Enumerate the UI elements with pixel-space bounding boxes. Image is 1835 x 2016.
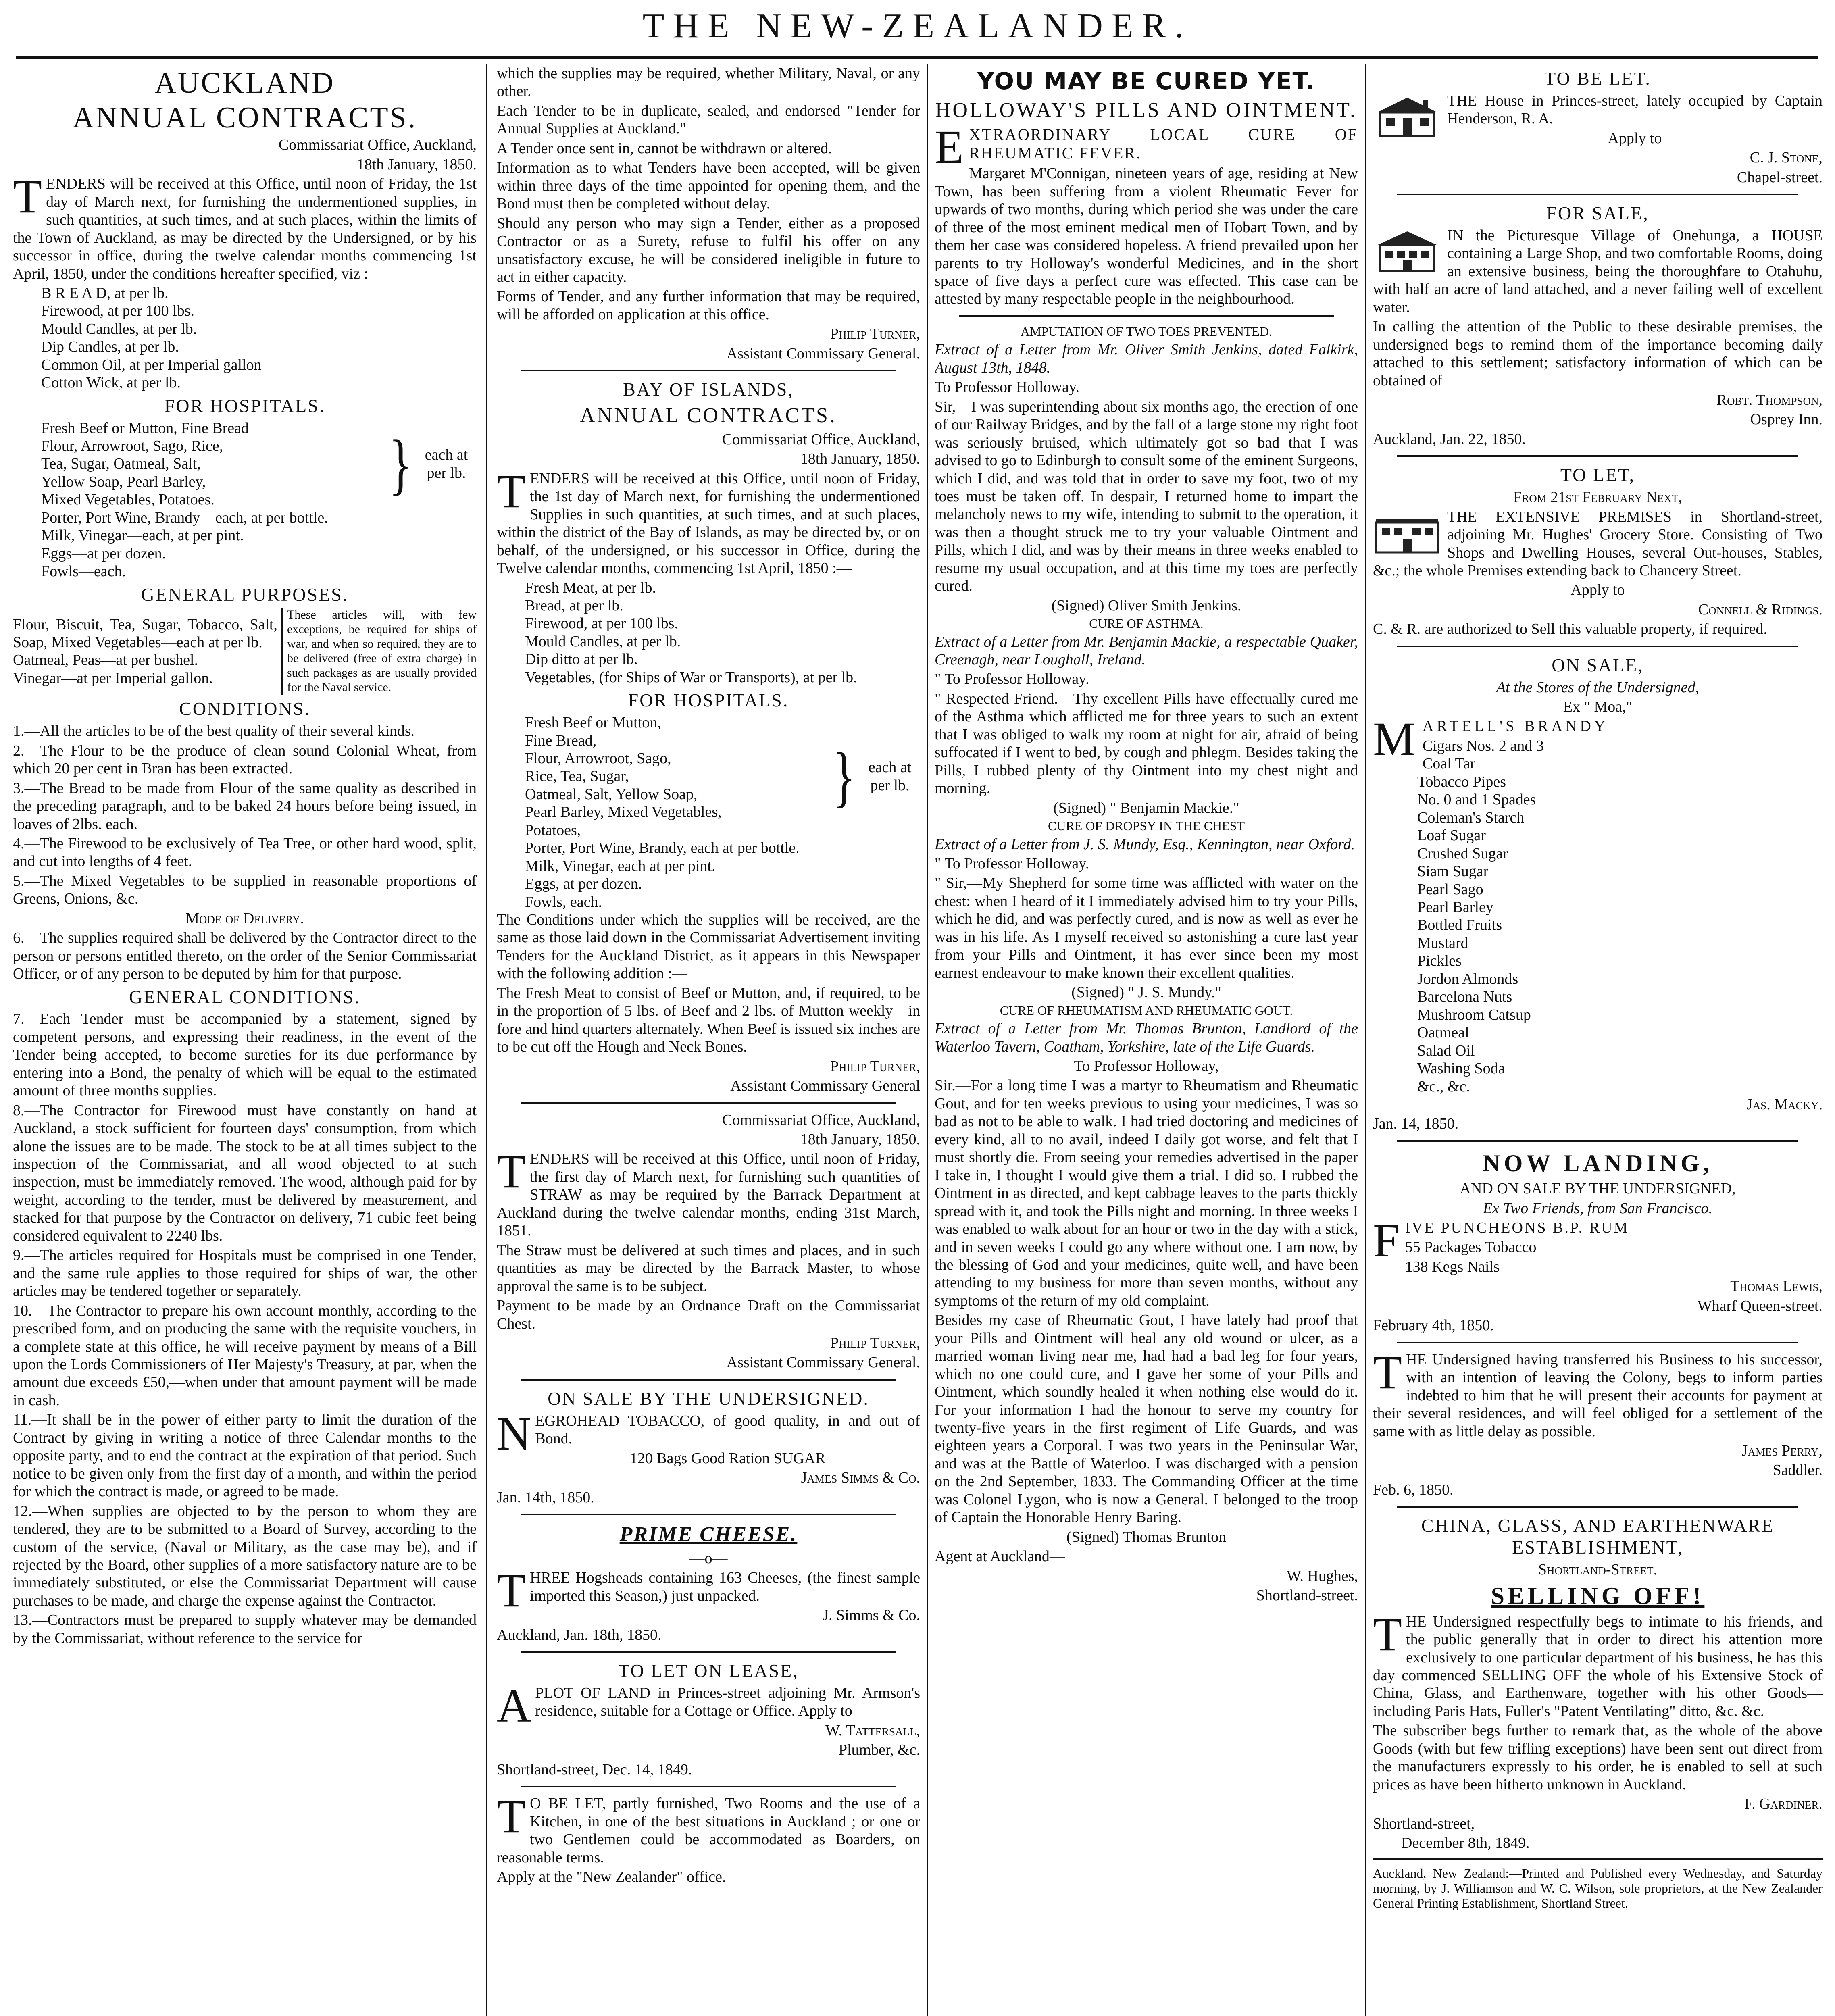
subheading-mode: Mode of Delivery. (185, 910, 304, 927)
heading-on-sale: ON SALE BY THE UNDERSIGNED. (548, 1388, 869, 1409)
heading-on-sale: ON SALE, (1552, 654, 1644, 675)
divider (1373, 1858, 1823, 1860)
list-item: Fresh Meat, at per lb. (525, 579, 656, 596)
divider (1397, 455, 1798, 457)
signature: James Perry, (1741, 1442, 1823, 1459)
divider (1397, 1342, 1798, 1343)
list-item: Salad Oil (1417, 1042, 1475, 1059)
house-icon (1373, 510, 1441, 555)
subheading: AND ON SALE BY THE UNDERSIGNED, (1460, 1180, 1736, 1198)
date: Shortland-street, Dec. 14, 1849. (497, 1761, 692, 1778)
heading-now-landing: NOW LANDING, (1483, 1150, 1713, 1177)
list-item: Fresh Beef or Mutton, Fine Bread (41, 419, 249, 437)
goods-list (1373, 737, 1823, 1095)
supply-list (497, 579, 920, 687)
signature: W. Tattersall, (825, 1722, 920, 1739)
paragraph: NEGROHEAD TOBACCO, of good quality, in and out of Bond. (497, 1407, 920, 1460)
list-item: Jordon Almonds (1417, 970, 1518, 987)
list-item: Porter, Port Wine, Brandy, each at per bottle. (525, 839, 800, 857)
heading-bay-of-islands: BAY OF ISLANDS, (623, 379, 794, 400)
paragraph: THE House in Princes-street, lately occupied by Captain Henderson, R. A. (1447, 92, 1823, 127)
dateline: Commissariat Office, Auckland, (278, 136, 477, 154)
paragraph: THE Undersigned having transferred his Business to his successor, with an intention of leaving the Colony, begs to inform parties indebted to him that he will present their accounts for payment at their several residences, and will feel obliged for a settlement of the same with as little delay as possible. (1373, 1345, 1823, 1440)
signature: (Signed) Oliver Smith Jenkins. (1051, 597, 1241, 614)
list-item: Flour, Arrowroot, Sago, Rice, (41, 437, 223, 454)
list-item: Potatoes, (525, 821, 581, 839)
paragraph: Margaret M'Connigan, nineteen years of age, residing at New Town, has been suffering from a violent Rheumatic Fever for upwards of two months, during which period she was under the care of three of the most eminent medical men of Hobart Town, and by them her case was considered hopeless. A friend prevailed upon her parents to try Holloway's wonderful Medicines, and in the short space of five days a perfect cure was effected. This case can be attested by many respectable people in the neighbourhood. (935, 165, 1358, 308)
paragraph: In calling the attention of the Public to these desirable premises, the undersigned begs to remind them of the importance becoming daily attached to this settlement; satisfactory information of which can be obtained of (1373, 318, 1823, 389)
dateline: Commissariat Office, Auckland, (722, 1111, 920, 1129)
list-item: Bread, at per lb. (525, 597, 623, 614)
brace-note: each at per lb. (425, 446, 468, 481)
divider (521, 1651, 896, 1653)
subheading: CURE OF DROPSY IN THE CHEST (1048, 818, 1245, 833)
list-item: Common Oil, at per Imperial gallon (41, 356, 262, 373)
divider (521, 1102, 896, 1104)
paragraph: Should any person who may sign a Tender, either as a proposed Contractor or as a Surety, refuse to fulfil his offer on any unsatisfactory excuse, he will be considered ineligible in future to act in either capacity. (497, 215, 920, 285)
condition: 11.—It shall be in the power of either party to limit the duration of the Contract by giving in writing a notice of three Calendar months to the opposite party, and to end the contract at the expiration of that period. Such notice to be given only from the first day of a month, and within the period for which the contract is made, or agreed to be made. (13, 1411, 477, 1500)
list-item: Tobacco Pipes (1417, 773, 1506, 790)
heading-annual-contracts: ANNUAL CONTRACTS. (72, 101, 417, 134)
signature: (Signed) Thomas Brunton (1066, 1528, 1227, 1545)
printer-imprint: Auckland, New Zealand:—Printed and Published every Wednesday, and Saturday morning, by J. Williamson and W. C. Wilson, sole proprietors, at the New Zealander General Printing Establishment, Shortland Street. (1373, 1866, 1823, 1911)
date: Jan. 14, 1850. (1373, 1115, 1459, 1133)
list-item: Vegetables, (for Ships of War or Transports), at per lb. (525, 669, 857, 686)
list-item: Pearl Barley (1417, 899, 1493, 916)
paragraph: The subscriber begs further to remark that, as the whole of the above Goods (with but few trifling exceptions) have been sent out direct from the manufacturers expressly to his order, he is enabled to sell at such prices as have been hitherto unknown in Auckland. (1373, 1722, 1823, 1793)
signature-title: Plumber, &c. (838, 1741, 920, 1759)
salutation: " To Professor Holloway. (935, 671, 1089, 688)
column-3 (935, 65, 1358, 2016)
salutation: " To Professor Holloway. (935, 855, 1089, 872)
heading-annual-contracts: ANNUAL CONTRACTS. (580, 404, 837, 427)
signature: Jas. Macky. (1746, 1096, 1823, 1113)
signature: C. J. Stone, (1750, 149, 1823, 167)
list-item: Cotton Wick, at per lb. (41, 374, 181, 392)
signature: Philip Turner, (830, 1058, 920, 1075)
list-item: Eggs, at per dozen. (525, 875, 642, 893)
paragraph: C. & R. are authorized to Sell this valuable property, if required. (1373, 621, 1767, 638)
house-icon (1373, 94, 1441, 139)
signature-title: Shortland-street. (1256, 1587, 1358, 1604)
salutation: To Professor Holloway. (935, 379, 1079, 396)
list-item: Mixed Vegetables, Potatoes. (41, 491, 215, 508)
signature: J. Simms & Co. (823, 1607, 920, 1624)
divider (1397, 1506, 1798, 1508)
subheading: Ex " Moa," (1563, 698, 1633, 716)
list-item: Firewood, at per 100 lbs. (41, 302, 194, 320)
column-2 (497, 65, 920, 2016)
paragraph: Sir.—For a long time I was a martyr to Rheumatism and Rheumatic Gout, and for ten weeks previous to using your medicines, I was so bad as not to be able to walk. I had tried doctoring and medicines of every kind, all to no avail, indeed I daily got worse, and felt that I must shortly die. From seeing your remedies advertised in the paper I take in, I thought I would give them a trial. I did so. I rubbed the Ointment in as directed, and kept cabbage leaves to the parts thickly spread with it, and took the Pills night and morning. In three weeks I was enabled to walk about for an hour or two in the day with a stick, and in seven weeks I could go any where without one. I am now, by the blessing of God and your medicines, quite well, and have been attending to my business for more than seven months, without any symptoms of the return of my old complaint. (935, 1077, 1358, 1309)
hospital-list (497, 714, 920, 839)
signature-title: Osprey Inn. (1750, 411, 1823, 428)
subheading: At the Stores of the Undersigned, (1496, 679, 1700, 696)
paragraph: " Respected Friend.—Thy excellent Pills have effectually cured me of the Asthma which afflicted me for three years to such an extent that I was obliged to walk my room at night for air, afraid of being suffocated if I went to bed, by cough and phlegm. Besides taking the Pills, I rubbed plenty of thy Ointment into my chest night and morning. (935, 690, 1358, 797)
list-item: Flour, Arrowroot, Sago, (525, 750, 671, 767)
agent-line: Agent at Auckland— (935, 1548, 1065, 1565)
date: December 8th, 1849. (1401, 1835, 1530, 1852)
ornament: —o— (689, 1549, 728, 1567)
divider (1397, 1140, 1798, 1142)
subheading: AMPUTATION OF TWO TOES PREVENTED. (1020, 324, 1273, 339)
signature: Connell & Ridings. (1698, 601, 1823, 618)
subheading: From 21st February Next, (1513, 489, 1682, 506)
list-item: Barcelona Nuts (1417, 988, 1512, 1006)
list-item: Coleman's Starch (1417, 809, 1525, 826)
paragraph: TO BE LET, partly furnished, Two Rooms and the use of a Kitchen, in one of the best situations in Auckland ; or one or two Gentlemen could be accommodated as Boarders, on reasonable terms. (497, 1790, 920, 1866)
general-purposes-list (13, 608, 477, 695)
list-item: Milk, Vinegar, each at per pint. (525, 857, 716, 875)
paragraph: Each Tender to be in duplicate, sealed, and endorsed "Tender for Annual Supplies at Auckland." (497, 102, 920, 137)
divider (521, 1786, 896, 1787)
heading-prime-cheese: PRIME CHEESE. (619, 1522, 798, 1546)
extract-line: Extract of a Letter from Mr. Benjamin Mackie, a respectable Quaker, Creenagh, near Loughall, Ireland. (935, 633, 1358, 669)
paragraph: The Conditions under which the supplies will be received, are the same as those laid down in the Commissariat Advertisement inviting Tenders for the Auckland District, as it appears in this Newspaper with the following addition :— (497, 911, 920, 982)
heading-hospitals: FOR HOSPITALS. (628, 690, 789, 711)
dateline: 18th January, 1850. (800, 450, 920, 468)
paragraph: The Straw must be delivered at such times and places, and in such quantities as may be directed by the Barrack Master, to whose approval the same is to be subject. (497, 1241, 920, 1295)
paragraph: A Tender once sent in, cannot be withdrawn or altered. (497, 140, 832, 157)
condition: 9.—The articles required for Hospitals must be comprised in one Tender, and the same rule applies to those required for ships of war, the other articles may be tendered together or separately. (13, 1247, 477, 1300)
list-item: Rice, Tea, Sugar, (525, 768, 629, 785)
signature: (Signed) " J. S. Mundy." (1071, 984, 1221, 1001)
subheading: Shortland-Street. (1538, 1561, 1658, 1578)
signature-title: Chapel-street. (1737, 169, 1823, 186)
list-item: Pearl Barley, Mixed Vegetables, (525, 804, 722, 821)
condition: 4.—The Firewood to be exclusively of Tea Tree, or other hard wood, split, and cut into lengths of 4 feet. (13, 835, 477, 870)
list-item: Coal Tar (1422, 755, 1475, 773)
paragraph: Sir,—I was superintending about six months ago, the erection of one of our Railway Bridges, and by the fall of a large stone my right foot was seriously bruised, which ultimately got so bad that I was advised to go to Edinburgh to consult some of the eminent Surgeons, which I did, and was told that in order to save my foot, two of my toes must be taken off. In despair, I returned home to impart the melancholy news to my wife, intending to submit to the operation, it was then a thought struck me to try your valuable Ointment and Pills, which I did, and was by their means in three weeks enabled to resume my usual occupation, and at this time my toes are perfectly cured. (935, 398, 1358, 595)
heading-hospitals: FOR HOSPITALS. (164, 395, 325, 416)
divider (959, 315, 1334, 317)
signature-title: Saddler. (1773, 1462, 1823, 1479)
heading-selling-off: SELLING OFF! (1491, 1583, 1705, 1610)
condition: 5.—The Mixed Vegetables to be supplied in reasonable proportions of Greens, Onions, &c. (13, 872, 477, 908)
straw-tender: TENDERS will be received at this Office, until noon of Friday, the first day of March next, for furnishing such quantities of STRAW as may be required by the Barrack Department at Auckland during the twelve calendar months, ending 31st March, 1851. (497, 1145, 920, 1239)
list-item: Loaf Sugar (1417, 827, 1486, 844)
signature: F. Gardiner. (1744, 1795, 1823, 1813)
signature: Thomas Lewis, (1730, 1278, 1823, 1295)
signature: James Simms & Co. (801, 1469, 920, 1487)
paragraph: THE Undersigned respectfully begs to intimate to his friends, and the public generally that in order to direct his attention more exclusively to one particular department of his business, he has this day commenced SELLING OFF the whole of his Extensive Stock of China, Glass, and Earthenware, together with his other Goods—including Paris Hats, Fuller's "Patent Ventilating" ditto, &c. &c. (1373, 1608, 1823, 1720)
list-item: 55 Packages Tobacco (1405, 1239, 1537, 1256)
paragraph: The Fresh Meat to consist of Beef or Mutton, and, if required, to be in the proportion of 5 lbs. of Beef and 2 lbs. of Mutton weekly—in fore and hind quarters alternately. When Beef is issued six inches are to be cut off the Hough and Neck Bones. (497, 984, 920, 1056)
continued-text: which the supplies may be required, whether Military, Naval, or any other. (497, 65, 920, 100)
extract-line: Extract of a Letter from J. S. Mundy, Esq., Kennington, near Oxford. (935, 835, 1355, 853)
heading-to-be-let: TO BE LET. (1544, 68, 1651, 89)
date: Auckland, Jan. 22, 1850. (1373, 430, 1526, 448)
dateline: Commissariat Office, Auckland, (722, 431, 920, 448)
condition: 2.—The Flour to be the produce of clean sound Colonial Wheat, from which 20 per cent in Bran has been extracted. (13, 742, 477, 777)
heading-general-conditions: GENERAL CONDITIONS. (129, 986, 361, 1007)
divider (1397, 646, 1798, 647)
list-item: Washing Soda (1417, 1060, 1505, 1077)
paragraph: Besides my case of Rheumatic Gout, I have lately had proof that your Pills and Ointment will heal any old wound or ulcer, as a married woman living near me, had had a bad leg for four years, which no one could cure, and I gave her some of your Pills and Ointment, which soundly healed it when nothing else would do it. For your information I had the honour to serve my country for twenty-five years in the first regiment of Life Guards, and was eighteen years a Corporal. I was two years in the Peninsular War, and was at the Battle of Waterloo. I was discharged with a pension on the 2nd September, 1833. The Commanding Officer at the time was Colonel Lygon, who is now a General. I belonged to the troop of Captain the Honorable Henry Baring. (935, 1312, 1358, 1526)
list-item: Vinegar—at per Imperial gallon. (13, 669, 213, 687)
heading-holloways: HOLLOWAY'S PILLS AND OINTMENT. (935, 98, 1358, 122)
condition: 10.—The Contractor to prepare his own account monthly, according to the prescribed form, and on producing the same with the requisite vouchers, in a complete state at this office, he will receive payment by means of a Bill upon the Lords Commissioners of Her Majesty's Treasury, at par, when the amount due exceeds £50,—when under that amount payment will be made in cash. (13, 1302, 477, 1409)
heading-general-purposes: GENERAL PURPOSES. (141, 584, 349, 605)
naval-note: These articles will, with few exceptions, be required for ships of war, and when so required, they are to be delivered (free of extra charge) in such packages as are usually provided for the Naval service. (281, 608, 477, 695)
signature: (Signed) " Benjamin Mackie." (1053, 799, 1239, 816)
date: Jan. 14th, 1850. (497, 1489, 594, 1506)
tender-intro: TENDERS will be received at this Office, until noon of Friday, the 1st day of March next, for furnishing the undermentioned Supplies in such quantities, at such times, and at such places, within the district of the Bay of Islands, as may be directed by, or on behalf, of the undersigned, or his successor in Office, during the Twelve calendar months, commencing 1st April, 1850 :— (497, 464, 920, 577)
list-item: Fowls—each. (41, 563, 126, 580)
heading-auckland: AUCKLAND (154, 67, 335, 100)
tender-intro: TENDERS will be received at this Office, until noon of Friday, the 1st day of March next, for furnishing the undermentioned supplies, in such quantities, at such times, and at such places, within the limits of the Town of Auckland, as may be directed by the Undersigned, or by his successor in office, during the twelve calendar months commencing 1st April, 1850, under the conditions hereafter specified, viz :— (13, 170, 477, 282)
brace-glyph: } (832, 738, 856, 814)
signature-title: Assistant Commissary General. (726, 345, 920, 362)
supply-list (13, 284, 477, 392)
list-item: No. 0 and 1 Spades (1417, 791, 1536, 808)
condition: 1.—All the articles to be of the best quality of their several kinds. (13, 723, 415, 740)
paragraph: Apply to (1608, 129, 1662, 147)
signature: Robt. Thompson, (1716, 391, 1823, 408)
date: February 4th, 1850. (1373, 1317, 1494, 1334)
list-item: Siam Sugar (1417, 863, 1489, 880)
list-item: MARTELL'S BRANDY (1373, 712, 1609, 766)
brace-note: each at per lb. (868, 759, 912, 794)
list-item: Milk, Vinegar—each, at per pint. (41, 527, 244, 544)
divider (521, 370, 896, 371)
signature: Philip Turner, (830, 325, 920, 343)
signature-title: Assistant Commissary General (730, 1077, 920, 1095)
extract-line: Extract of a Letter from Mr. Oliver Smith Jenkins, dated Falkirk, August 13th, 1848. (935, 341, 1358, 376)
list-item: Pickles (1417, 952, 1462, 970)
column-4 (1373, 65, 1823, 2016)
signature: W. Hughes, (1287, 1567, 1358, 1585)
masthead-rule (16, 56, 1818, 59)
heading-conditions: CONDITIONS. (179, 698, 310, 719)
list-item: Pearl Sago (1417, 881, 1483, 898)
subheading: Ex Two Friends, from San Francisco. (1483, 1200, 1712, 1217)
column-rule (486, 64, 487, 2016)
signature-title: Wharf Queen-street. (1697, 1297, 1823, 1314)
column-rule (927, 64, 928, 2016)
paragraph: Information as to what Tenders have been accepted, will be given within three days of the time appointed for opening them, and the Bond must then be completed without delay. (497, 159, 920, 212)
heading-for-sale: FOR SALE, (1546, 203, 1649, 224)
paragraph: Apply to (1570, 581, 1625, 599)
extract-line: Extract of a Letter from Mr. Thomas Brunton, Landlord of the Waterloo Tavern, Coatham, Yorkshire, late of the Life Guards. (935, 1020, 1358, 1055)
list-item: Dip ditto at per lb. (525, 651, 638, 668)
list-item: Oatmeal, Peas—at per bushel. (13, 652, 198, 669)
list-item: Mould Candles, at per lb. (41, 320, 197, 337)
dateline: 18th January, 1850. (356, 156, 477, 173)
paragraph: Payment to be made by an Ordnance Draft on the Commissariat Chest. (497, 1297, 920, 1332)
condition: 7.—Each Tender must be accompanied by a statement, signed by competent persons, and expressing their readiness, in the event of the Tender being accepted, to become sureties for its due performance by entering into a Bond, the penalty of which will be equal to the estimated amount of three months supplies. (13, 1010, 477, 1100)
list-item: Porter, Port Wine, Brandy—each, at per bottle. (41, 509, 328, 526)
salutation: To Professor Holloway, (1074, 1057, 1219, 1075)
condition: 3.—The Bread to be made from Flour of the same quality as described in the preceding paragraph, and to be baked 24 hours before being issued, in loaves of 2lbs. each. (13, 779, 477, 833)
signature-title: Assistant Commissary General. (726, 1354, 920, 1371)
column-rule (1365, 64, 1366, 2016)
subheading: EXTRAORDINARY LOCAL CURE OF RHEUMATIC FEVER. (935, 120, 1358, 173)
list-item: Eggs—at per dozen. (41, 545, 166, 562)
list-item: Fowls, each. (525, 893, 602, 910)
subheading: CURE OF RHEUMATISM AND RHEUMATIC GOUT. (1000, 1003, 1293, 1018)
list-item: Oatmeal, Salt, Yellow Soap, (525, 785, 698, 803)
heading-to-let-on-lease: TO LET ON LEASE, (618, 1660, 799, 1681)
heading-you-may-be-cured: YOU MAY BE CURED YET. (977, 67, 1316, 95)
list-item: Bottled Fruits (1417, 916, 1502, 934)
list-item: Mustard (1417, 934, 1468, 952)
list-item: Yellow Soap, Pearl Barley, (41, 473, 206, 490)
paragraph: IN the Picturesque Village of Onehunga, a HOUSE containing a Large Shop, and two comfortable Rooms, doing an extensive business, being the thoroughfare to Otahuhu, with half an acre of land attached, and a never failing well of excellent water. (1373, 227, 1823, 316)
brace-glyph: } (389, 426, 412, 502)
house-icon (1373, 229, 1441, 273)
paragraph: Forms of Tender, and any further information that may be required, will be afforded on application at this office. (497, 288, 920, 323)
subheading: CURE OF ASTHMA. (1089, 616, 1204, 631)
paragraph: THE EXTENSIVE PREMISES in Shortland-street, adjoining Mr. Hughes' Grocery Store. Consisting of Two Shops and Dwelling Houses, several Out-houses, Stables, &c.; the whole Premises extending back to Chancery Street. (1373, 508, 1823, 579)
hospital-list (13, 419, 477, 509)
dateline: 18th January, 1850. (800, 1131, 920, 1148)
heading-to-let: TO LET, (1560, 464, 1635, 485)
heading-china-glass: CHINA, GLASS, AND EARTHENWARE ESTABLISHMENT, (1421, 1515, 1775, 1558)
date: Auckland, Jan. 18th, 1850. (497, 1626, 662, 1643)
list-item: Flour, Biscuit, Tea, Sugar, Tobacco, Salt, Soap, Mixed Vegetables—each at per lb. (13, 616, 277, 651)
list-item: Firewood, at per 100 lbs. (525, 615, 678, 632)
paragraph: THREE Hogsheads containing 163 Cheeses, (the finest sample imported this Season,) just unpacked. (497, 1564, 920, 1617)
paragraph: APLOT OF LAND in Princes-street adjoining Mr. Armson's residence, suitable for a Cottage or Office. Apply to (497, 1679, 920, 1732)
paragraph: Apply at the "New Zealander" office. (497, 1868, 726, 1885)
list-item: Tea, Sugar, Oatmeal, Salt, (41, 455, 201, 473)
condition: 13.—Contractors must be prepared to supply whatever may be demanded by the Commissariat, without reference to the service for (13, 1612, 477, 1647)
paragraph: " Sir,—My Shepherd for some time was afflicted with water on the chest: when I heard of it I immediately advised him to try your Pills, which he did, and was perfectly cured, and is now as well as ever he was in his life. As I myself received so astonishing a cure last year from your Pills and Ointment, it has ever since been my most earnest endeavour to make known their excellent qualities. (935, 875, 1358, 981)
list-item: Cigars Nos. 2 and 3 (1422, 737, 1544, 754)
list-item: Mushroom Catsup (1417, 1006, 1531, 1023)
list-item: FIVE PUNCHEONS B.P. RUM (1373, 1214, 1629, 1267)
divider (521, 1514, 896, 1515)
masthead-title: THE NEW-ZEALANDER. (642, 6, 1193, 46)
date: Feb. 6, 1850. (1373, 1481, 1454, 1498)
paragraph: 120 Bags Good Ration SUGAR (629, 1450, 826, 1467)
divider (1397, 194, 1798, 195)
list-item: &c., &c. (1417, 1078, 1470, 1095)
list-item: Fine Bread, (525, 732, 597, 749)
list-item: Fresh Beef or Mutton, (525, 714, 661, 731)
list-item: Crushed Sugar (1417, 845, 1508, 862)
condition: 8.—The Contractor for Firewood must have constantly on hand at Auckland, a stock sufficient for fourteen days' consumption, from which alone the issues are to be made. The stock to be at all times subject to the inspection of the Commissariat, and all wood objected to at such inspection, must be immediately removed. The wood, although paid for by weight, according to the tender, must be delivered by measurement, and stacked for that purpose by the Contractor on delivery, 71 cubic feet being considered equivalent to 2240 lbs. (13, 1102, 477, 1244)
signature: Philip Turner, (830, 1335, 920, 1352)
list-item: B R E A D, at per lb. (41, 285, 169, 302)
list-item: 138 Kegs Nails (1405, 1258, 1500, 1275)
condition: 12.—When supplies are objected to by the person to whom they are tendered, they are to be submitted to a Board of Survey, according to the custom of the service, (Naval or Military, as the case may be), and if rejected by the Board, other supplies of a more satisfactory nature are to be immediately substituted, or else the Commissariat Department will cause purchases to be made, and charge the expense against the Contractor. (13, 1502, 477, 1609)
list-item: Oatmeal (1417, 1024, 1469, 1041)
condition: 6.—The supplies required shall be delivered by the Contractor direct to the person or persons entitled thereto, on the order of the Senior Commissariat Officer, or of any person to be deputed by him for that purpose. (13, 929, 477, 983)
list-item: Dip Candles, at per lb. (41, 338, 179, 356)
address: Shortland-street, (1373, 1815, 1475, 1832)
list-item: Mould Candles, at per lb. (525, 633, 681, 650)
divider (521, 1379, 896, 1381)
column-1 (13, 65, 477, 2016)
